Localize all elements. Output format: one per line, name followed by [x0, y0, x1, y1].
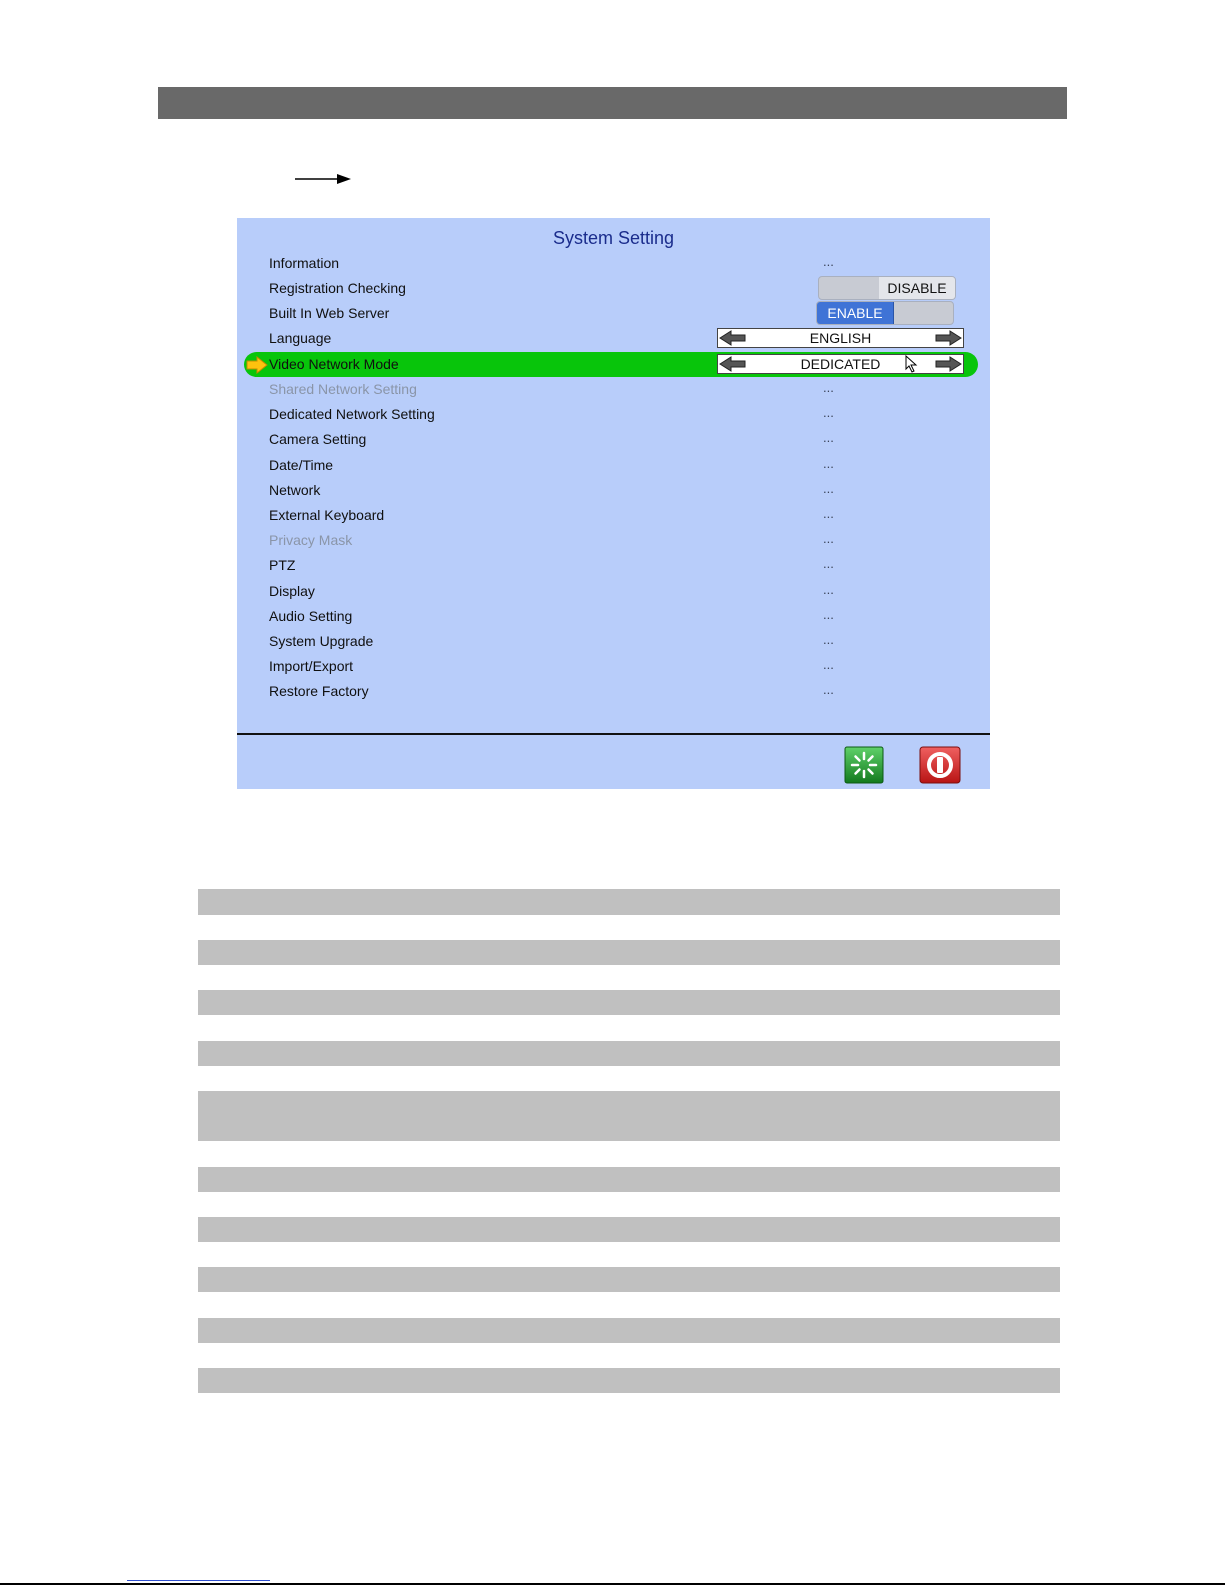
menu-item-external-keyboard[interactable] [237, 503, 990, 528]
menu-item-ptz[interactable] [237, 553, 990, 578]
table-row [198, 1167, 1060, 1192]
table-row [198, 889, 1060, 915]
document-header-bar [158, 87, 1067, 119]
menu-item-display[interactable] [237, 579, 990, 604]
menu-item-system-upgrade[interactable] [237, 629, 990, 654]
menu-item-value: ... [823, 632, 834, 647]
menu-item-date-time[interactable] [237, 453, 990, 478]
menu-item-label: Date/Time [269, 457, 334, 473]
menu-item-label: Display [269, 583, 315, 599]
menu-item-value: ... [823, 657, 834, 672]
menu-item-label: Import/Export [269, 658, 354, 674]
menu-item-value: ... [823, 481, 834, 496]
dialog-title: System Setting [552, 228, 675, 248]
arrow-right-icon[interactable] [935, 329, 963, 347]
menu-item-registration-checking [237, 276, 990, 301]
menu-item-value: ... [823, 380, 834, 395]
menu-item-label: Shared Network Setting [269, 381, 417, 397]
menu-item-label: Camera Setting [269, 431, 367, 447]
menu-item-camera-setting[interactable] [237, 427, 990, 452]
table-row [198, 940, 1060, 965]
apply-button[interactable] [844, 746, 884, 784]
system-setting-dialog [237, 218, 990, 789]
menu-item-label: Built In Web Server [269, 305, 390, 321]
menu-item-built-in-web-server [237, 301, 990, 326]
menu-item-value: ... [823, 430, 834, 445]
table-row [198, 1368, 1060, 1393]
table-row [198, 1267, 1060, 1292]
menu-item-value: ... [823, 456, 834, 471]
arrow-left-icon[interactable] [718, 355, 746, 373]
video-network-mode-spinner [717, 354, 964, 374]
footer-link-underline[interactable] [127, 1580, 270, 1581]
table-row [198, 990, 1060, 1015]
registration-checking-toggle[interactable] [818, 276, 956, 300]
exit-button[interactable] [919, 746, 961, 784]
menu-item-label: Registration Checking [269, 280, 406, 296]
menu-item-video-network-mode [237, 352, 990, 377]
menu-item-label: System Upgrade [269, 633, 374, 649]
spinner-value: DEDICATED [800, 356, 881, 372]
menu-item-value: ... [823, 682, 834, 697]
menu-item-label: External Keyboard [269, 507, 385, 523]
menu-item-label: Video Network Mode [269, 356, 399, 372]
menu-item-value: ... [823, 506, 834, 521]
menu-item-label: Information [269, 255, 340, 271]
menu-item-information[interactable] [237, 251, 990, 276]
arrow-left-icon[interactable] [718, 329, 746, 347]
web-server-toggle[interactable] [816, 301, 954, 325]
menu-item-value: ... [823, 582, 834, 597]
menu-item-value: ... [823, 405, 834, 420]
table-row [198, 1217, 1060, 1242]
menu-item-restore-factory[interactable] [237, 679, 990, 704]
menu-item-network[interactable] [237, 478, 990, 503]
menu-item-privacy-mask[interactable] [237, 528, 990, 553]
menu-item-value: ... [823, 531, 834, 546]
table-row [198, 1318, 1060, 1343]
arrow-right-icon [295, 172, 351, 186]
table-row [198, 1091, 1060, 1141]
toggle-state-label: DISABLE [879, 277, 955, 299]
arrow-right-icon[interactable] [935, 355, 963, 373]
language-spinner [717, 328, 964, 348]
menu-item-import-export[interactable] [237, 654, 990, 679]
menu-item-label: Privacy Mask [269, 532, 353, 548]
table-row [198, 1041, 1060, 1066]
menu-item-label: Audio Setting [269, 608, 353, 624]
footer-divider [237, 733, 990, 735]
toggle-state-label: ENABLE [817, 302, 894, 324]
menu-item-value: ... [823, 254, 834, 269]
menu-item-label: Dedicated Network Setting [269, 406, 435, 422]
menu-item-dedicated-network-setting[interactable] [237, 402, 990, 427]
menu-item-language [237, 326, 990, 351]
spinner-value: ENGLISH [809, 330, 872, 346]
menu-item-audio-setting[interactable] [237, 604, 990, 629]
menu-item-shared-network-setting[interactable] [237, 377, 990, 402]
menu-item-label: Language [269, 330, 332, 346]
menu-item-value: ... [823, 556, 834, 571]
menu-item-label: Restore Factory [269, 683, 369, 699]
menu-item-label: PTZ [269, 557, 296, 573]
menu-item-value: ... [823, 607, 834, 622]
mouse-pointer-icon [905, 355, 919, 373]
menu-item-label: Network [269, 482, 321, 498]
